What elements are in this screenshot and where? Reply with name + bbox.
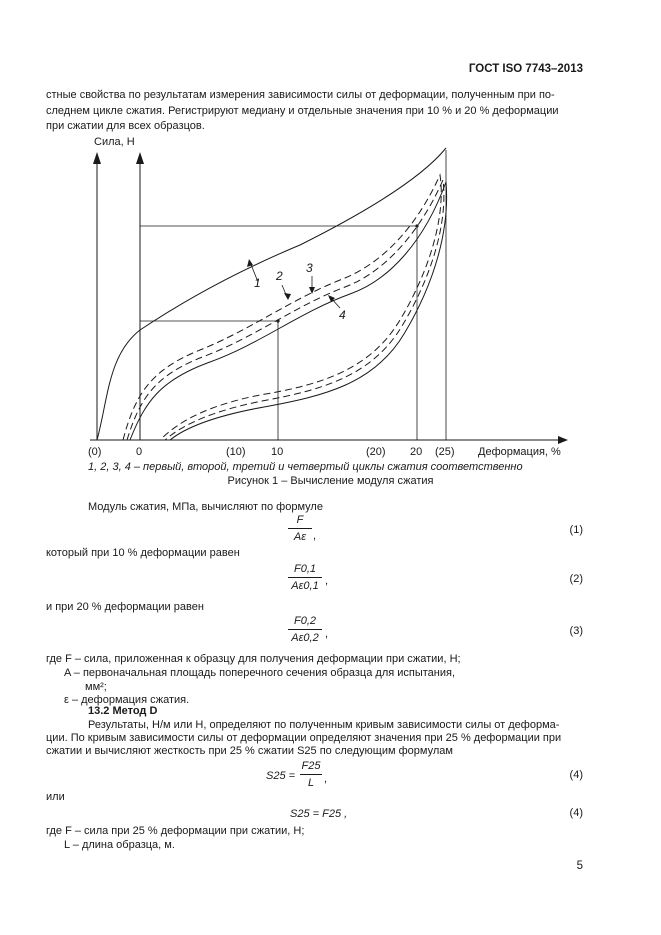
where-A: A – первоначальная площадь поперечного сечения образца для испытания, bbox=[64, 667, 456, 679]
section-para-line: сжатии и вычисляют жесткость при 25 % сжатии S25 по следующим формулам bbox=[46, 745, 453, 757]
eq3-number: (3) bbox=[569, 625, 583, 637]
at20-text: и при 20 % деформации равен bbox=[46, 601, 204, 613]
curve-3 bbox=[127, 180, 444, 440]
or-text: или bbox=[46, 791, 65, 803]
where-F: где F – сила, приложенная к образцу для получения деформации при сжатии, Н; bbox=[46, 653, 461, 665]
eq2-numerator: F0,1 bbox=[293, 563, 316, 575]
x-tick: (25) bbox=[435, 446, 455, 458]
eq4a-tail: , bbox=[324, 773, 328, 785]
eq4a-denominator: L bbox=[307, 777, 315, 789]
eq1-numerator: F bbox=[296, 514, 304, 526]
eq3-denominator: Aε0,2 bbox=[291, 632, 319, 644]
x-tick: (10) bbox=[226, 446, 246, 458]
eq2-tail: , bbox=[325, 575, 329, 587]
eq2-number: (2) bbox=[569, 573, 583, 585]
where-A-unit: мм²; bbox=[85, 681, 107, 693]
curve-label-4: 4 bbox=[339, 308, 346, 322]
x-tick: (20) bbox=[366, 446, 386, 458]
curve-2 bbox=[123, 175, 441, 440]
equation-4b: S25 = F25 , bbox=[290, 808, 348, 820]
eq4a-lhs: S25 = bbox=[266, 770, 296, 782]
equation-1 bbox=[288, 514, 312, 543]
x-axis-arrow bbox=[558, 436, 568, 444]
eq4a-numerator: F25 bbox=[301, 760, 321, 772]
modulus-intro: Модуль сжатия, МПа, вычисляют по формуле bbox=[88, 501, 323, 513]
x-tick: (0) bbox=[88, 446, 102, 458]
intro-line: следнем цикле сжатия. Регистрируют медиану и отдельные значения при 10 % и 20 % деформации bbox=[46, 104, 559, 117]
eq1-denominator: Aε bbox=[293, 531, 307, 543]
section-para-line: Результаты, Н/м или Н, определяют по полученным кривым зависимости силы от деформа- bbox=[88, 719, 560, 731]
y-axis-label: Сила, Н bbox=[94, 136, 135, 148]
eq3-numerator: F0,2 bbox=[293, 615, 316, 627]
curve-label-2: 2 bbox=[276, 269, 283, 283]
curve-label-1: 1 bbox=[254, 276, 261, 290]
figure-caption: Рисунок 1 – Вычисление модуля сжатия bbox=[227, 475, 434, 487]
intro-line: при сжатии для всех образцов. bbox=[46, 120, 205, 132]
pointer-1-head bbox=[247, 259, 253, 267]
pointer-3-head bbox=[309, 287, 315, 294]
eq2-denominator: Aε0,1 bbox=[291, 580, 319, 592]
standard-header: ГОСТ ISO 7743–2013 bbox=[468, 63, 583, 75]
pointer-2-head bbox=[284, 293, 291, 300]
point-10 bbox=[276, 319, 279, 322]
where-F2: где F – сила при 25 % деформации при сжатии, Н; bbox=[46, 825, 305, 837]
equation-4a bbox=[300, 760, 322, 789]
equation-2 bbox=[288, 563, 322, 592]
x-tick: 0 bbox=[136, 446, 143, 458]
point-20 bbox=[415, 224, 418, 227]
eq4a-number: (4) bbox=[569, 769, 583, 781]
where-L: L – длина образца, м. bbox=[64, 839, 175, 851]
x-tick: 10 bbox=[271, 446, 284, 458]
equation-3 bbox=[288, 615, 322, 644]
page-number: 5 bbox=[576, 860, 583, 872]
eq4b-number: (4) bbox=[569, 807, 583, 819]
curve-label-3: 3 bbox=[306, 261, 313, 275]
curve-4 bbox=[130, 182, 447, 440]
eq1-tail: , bbox=[313, 530, 317, 542]
section-heading: 13.2 Метод D bbox=[88, 705, 158, 717]
curve-1 bbox=[97, 148, 446, 440]
y-axis-inner-arrow bbox=[136, 152, 144, 164]
figure-legend-text: 1, 2, 3, 4 – первый, второй, третий и четвертый циклы сжатия соответственно bbox=[88, 461, 523, 473]
intro-line: стные свойства по результатам измерения зависимости силы от деформации, полученным при по- bbox=[46, 89, 555, 101]
x-axis-label: Деформация, % bbox=[478, 446, 561, 458]
eq3-tail: , bbox=[325, 628, 329, 640]
figure-legend bbox=[88, 461, 523, 473]
section-para-line: ции. По кривым зависимости силы от деформации определяют значения при 25 % деформации при bbox=[46, 732, 562, 744]
eq1-number: (1) bbox=[569, 524, 583, 536]
at10-text: который при 10 % деформации равен bbox=[46, 547, 240, 559]
y-axis-outer-arrow bbox=[93, 152, 101, 164]
where-eps: ε – деформация сжатия. bbox=[64, 694, 190, 706]
x-tick: 20 bbox=[410, 446, 423, 458]
